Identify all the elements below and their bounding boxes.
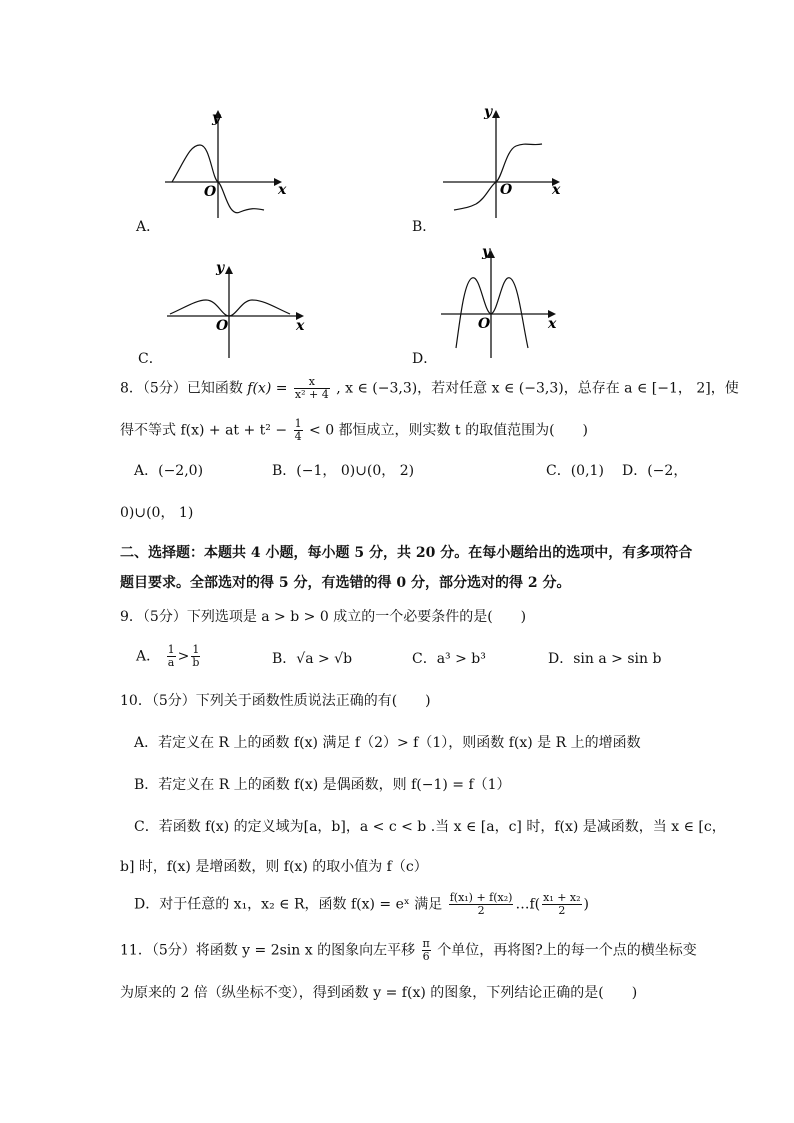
x-axis-label: x xyxy=(296,318,305,334)
q8-frac-num: x xyxy=(294,376,330,389)
q9-option-b[interactable]: B．√a > √b xyxy=(272,651,353,667)
origin-label: O xyxy=(216,318,229,334)
section2-heading-line1: 二、选择题：本题共 4 小题，每小题 5 分，共 20 分。在每小题给出的选项中，有多项符合 xyxy=(120,545,693,561)
q8-option-d[interactable]: D．(−2， xyxy=(622,463,688,479)
q9-option-a-label: A． xyxy=(136,648,161,665)
q8-option-b[interactable]: B．(−1， 0)∪(0， 2) xyxy=(272,463,415,479)
section2-heading-line2: 题目要求。全部选对的得 5 分，有选错的得 0 分，部分选对的得 2 分。 xyxy=(120,575,571,591)
q8-stem-start: 8．（5分）已知函数 xyxy=(120,380,243,397)
q10-d-mid: …f( xyxy=(515,896,541,913)
q8-frac2-num: 1 xyxy=(294,417,302,430)
q11-line2: 为原来的 2 倍（纵坐标不变），得到函数 y = f(x) 的图象，下列结论正确的是( ) xyxy=(120,985,638,1001)
q10-option-d-text: D．对于任意的 x₁，x₂ ∈ R，函数 f(x) = eˣ 满足 xyxy=(134,896,443,913)
q9-frac-1-den: a xyxy=(167,656,175,669)
q8-frac2-den: 4 xyxy=(294,430,302,443)
q11-stem-start: 11．（5分）将函数 y = 2sin x 的图象向左平移 xyxy=(120,942,416,959)
q8-func: f(x) = xyxy=(247,380,288,397)
q10-option-b[interactable]: B．若定义在 R 上的函数 f(x) 是偶函数，则 f(−1) = f（1） xyxy=(134,777,511,793)
y-axis-label: y xyxy=(484,104,493,120)
q10-option-c[interactable]: C．若函数 f(x) 的定义域为[a，b]，a < c < b .当 x ∈ [a，c] 时，f(x) 是减函数，当 x ∈ [c， xyxy=(134,819,726,835)
q8-line2 xyxy=(120,418,588,443)
graph-option-c xyxy=(162,258,312,360)
q11-fraction xyxy=(422,938,431,963)
y-axis-label: y xyxy=(216,260,225,276)
q11-frac-num: π xyxy=(422,937,430,950)
q11-stem-cont: 个单位，再将图?上的每一个点的横坐标变 xyxy=(437,942,697,959)
q10-d-frac-1-den: 2 xyxy=(477,904,485,917)
origin-label: O xyxy=(204,184,217,200)
q11-line1 xyxy=(120,938,697,963)
q9-frac-1-num: 1 xyxy=(167,643,175,656)
q11-frac-den: 6 xyxy=(422,950,430,963)
q10-stem: 10．（5分）下列关于函数性质说法正确的有( ) xyxy=(120,693,431,709)
graph-label-a[interactable]: A． xyxy=(136,219,161,235)
q10-option-d[interactable] xyxy=(134,892,589,917)
x-axis-label: x xyxy=(552,182,561,198)
q10-d-frac-2-den: 2 xyxy=(558,904,566,917)
q10-d-frac-2 xyxy=(542,892,581,917)
q9-option-a-gt: > xyxy=(177,648,190,665)
q10-d-frac-1-num: f(x₁) + f(x₂) xyxy=(449,891,513,904)
graph-label-d[interactable]: D． xyxy=(412,351,438,367)
x-axis-label: x xyxy=(548,316,557,332)
q10-d-frac-1 xyxy=(449,892,514,917)
y-axis-label: y xyxy=(482,244,491,260)
graph-option-b xyxy=(438,100,568,220)
q9-option-c[interactable]: C．a³ > b³ xyxy=(412,651,486,667)
graph-option-a xyxy=(160,100,290,220)
y-axis-label: y xyxy=(212,110,221,126)
q9-option-d[interactable]: D．sin a > sin b xyxy=(548,651,662,667)
q10-option-c-cont: b] 时，f(x) 是增函数，则 f(x) 的取小值为 f（c） xyxy=(120,859,428,875)
origin-label: O xyxy=(478,316,491,332)
q8-stem-line2: 得不等式 f(x) + at + t² − xyxy=(120,422,288,439)
graph-label-c[interactable]: C． xyxy=(138,351,163,367)
q9-stem: 9．（5分）下列选项是 a > b > 0 成立的一个必要条件的是( ) xyxy=(120,609,527,625)
q8-stem-line2-end: < 0 都恒成立，则实数 t 的取值范围为( ) xyxy=(309,422,589,439)
q9-frac-2-num: 1 xyxy=(192,643,200,656)
q8-option-d-cont: 0)∪(0， 1) xyxy=(120,505,194,521)
q8-option-a[interactable]: A．(−2,0) xyxy=(134,463,204,479)
q10-d-frac-2-num: x₁ + x₂ xyxy=(543,891,581,904)
q8-stem-cont: , x ∈ (−3,3)，若对任意 x ∈ (−3,3)，总存在 a ∈ [−1， 2]，使 xyxy=(336,380,739,397)
q9-frac-2 xyxy=(191,644,200,669)
q8-option-c[interactable]: C．(0,1) xyxy=(546,463,604,479)
q10-option-a[interactable]: A．若定义在 R 上的函数 f(x) 满足 f（2）> f（1），则函数 f(x) 是 R 上的增函数 xyxy=(134,735,641,751)
graph-label-b[interactable]: B． xyxy=(412,219,437,235)
q8-fraction xyxy=(294,376,330,401)
q8-frac-den: x² + 4 xyxy=(294,388,329,401)
q8-fraction2 xyxy=(294,418,303,443)
q9-frac-2-den: b xyxy=(192,656,200,669)
graph-option-d xyxy=(438,240,568,360)
x-axis-label: x xyxy=(278,182,287,198)
q9-frac-1 xyxy=(167,644,176,669)
origin-label: O xyxy=(500,182,513,198)
q10-d-end: ) xyxy=(583,896,590,913)
q8-line1 xyxy=(120,376,739,401)
q9-option-a[interactable] xyxy=(136,644,202,669)
